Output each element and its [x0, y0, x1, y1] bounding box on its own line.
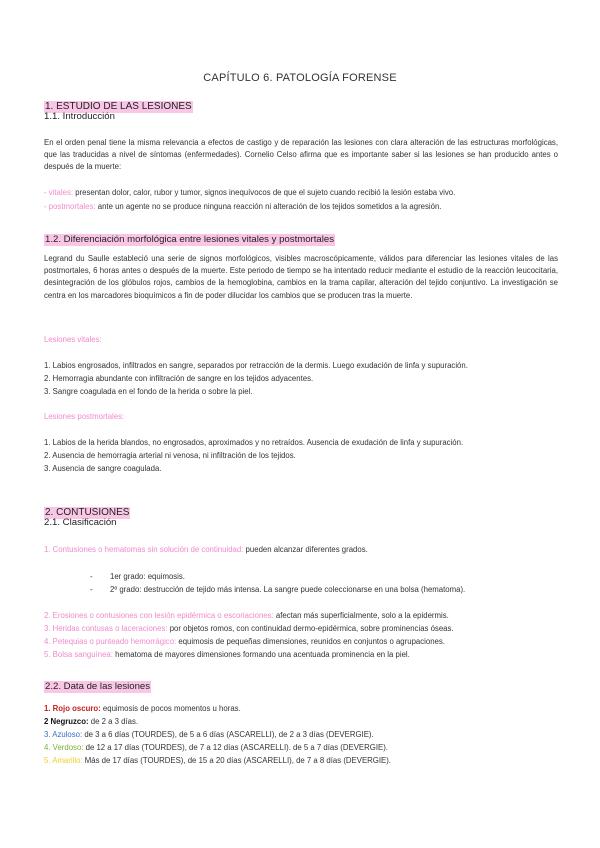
legrand-paragraph: Legrand du Saulle estableció una serie de signos morfológicos, visibles macroscópicamente, válidos para diferenciar las lesiones vitales de las postmortales, 6 horas antes o después de la muerte. Este periodo de tiempo se ha intentado reducir mediante el estudio de la reacción leucocitaria, desintegración de los glóbulos rojos, cambios de la hemoglobina, cambios en la trama capilar, alteración del tejido conjuntivo. La investigación se centra en los marcadores bioquímicos a fin de poder dilucidar los cambios que se producen tras la muerte.: [44, 254, 558, 300]
grade-item: - 2º grado: destrucción de tejido más intensa. La sangre puede coleccionarse en una bolsa (hematoma).: [90, 585, 466, 594]
section-2-heading: 2. CONTUSIONES: [45, 507, 130, 518]
lesiones-postmortales-heading: Lesiones postmortales:: [44, 412, 125, 421]
lesion-postmortal-item: 1. Labios de la herida blandos, no engrosados, aproximados y no retraídos. Ausencia de exudación de linfa y supuración.: [44, 438, 464, 447]
lesion-postmortal-item: 2. Ausencia de hemorragia arterial ni venosa, ni infiltración de los tejidos.: [44, 451, 296, 460]
section-2-2-heading: 2.2. Data de las lesiones: [45, 681, 151, 692]
postmortales-line: [44, 201, 441, 213]
contusion-text: pueden alcanzar diferentes grados.: [243, 545, 368, 554]
contusion-label: 1. Contusiones o hematomas sin solución de continuidad:: [44, 545, 244, 554]
data-item-rojo: 1. Rojo oscuro: equimosis de pocos momentos u horas.: [44, 704, 241, 713]
lesion-vital-item: 2. Hemorragia abundante con infiltración de sangre en los tejidos adyacentes.: [44, 374, 314, 383]
data-item-amarillo: 5. Amarillo: Más de 17 días (TOURDES), de 15 a 20 días (ASCARELLI), de 7 a 8 días (DEVERGIE).: [44, 756, 391, 765]
data-item-azuloso: 3. Azuloso: de 3 a 6 días (TOURDES), de 5 a 6 días (ASCARELLI), de 2 a 3 días (DEVERGIE).: [44, 730, 374, 739]
section-1-heading: 1. ESTUDIO DE LAS LESIONES: [45, 101, 192, 112]
contusion-item-2: 2. Erosiones o contusiones con lesión epidérmica o escoriaciones: afectan más superficialmente, solo a la epidermis.: [44, 611, 449, 620]
contusion-item-1: [44, 544, 368, 556]
lesion-vital-item: 1. Labios engrosados, infiltrados en sangre, separados por retracción de la dermis. Luego exudación de linfa y supuración.: [44, 361, 468, 370]
intro-paragraph: En el orden penal tiene la misma relevancia a efectos de castigo y de reparación las lesiones con clara alteración de las estructuras morfológicas, que las traducidas a nivel de síntomas (enfermedades). Cornelio Celso afirma que es importante saber si las lesiones se han producido antes o después de la muerte:: [44, 138, 558, 172]
section-2-1-title: 2.1. Clasificación: [44, 517, 117, 528]
contusion-item-4: 4. Petequias o punteado hemorrágico: equimosis de pequeñas dimensiones, reunidos en conjuntos o agrupaciones.: [44, 637, 445, 646]
vitales-text: presentan dolor, calor, rubor y tumor, signos inequívocos de que el sujeto cuando recibió la lesión estaba vivo.: [73, 188, 456, 197]
vitales-line: [44, 187, 455, 199]
contusion-item-3: 3. Heridas contusas o laceraciones: por objetos romos, con continuidad dermo-epidérmica, sobre prominencias óseas.: [44, 624, 454, 633]
contusion-item-5: 5. Bolsa sanguínea: hematoma de mayores dimensiones formando una acentuada prominencia en la piel.: [44, 650, 410, 659]
grade-item: - 1er grado: equimosis.: [90, 572, 185, 581]
postmortales-label: - postmortales:: [44, 202, 96, 211]
section-1-2-heading: 1.2. Diferenciación morfológica entre lesiones vitales y postmortales: [45, 234, 335, 245]
lesion-postmortal-item: 3. Ausencia de sangre coagulada.: [44, 464, 162, 473]
lesion-vital-item: 3. Sangre coagulada en el fondo de la herida o sobre la piel.: [44, 387, 253, 396]
chapter-title: CAPÍTULO 6. PATOLOGÍA FORENSE: [203, 72, 397, 84]
vitales-label: - vitales:: [44, 188, 74, 197]
data-item-verdoso: 4. Verdoso: de 12 a 17 días (TOURDES), de 7 a 12 días (ASCARELLI). de 5 a 7 días (DEVERGIE).: [44, 743, 388, 752]
postmortales-text: ante un agente no se produce ninguna reacción ni alteración de los tejidos sometidos a la agresión.: [95, 202, 442, 211]
section-1-1-title: 1.1. Introducción: [44, 111, 115, 122]
data-item-negruzco: 2 Negruzco: de 2 a 3 días.: [44, 717, 139, 726]
lesiones-vitales-heading: Lesiones vitales:: [44, 335, 102, 344]
